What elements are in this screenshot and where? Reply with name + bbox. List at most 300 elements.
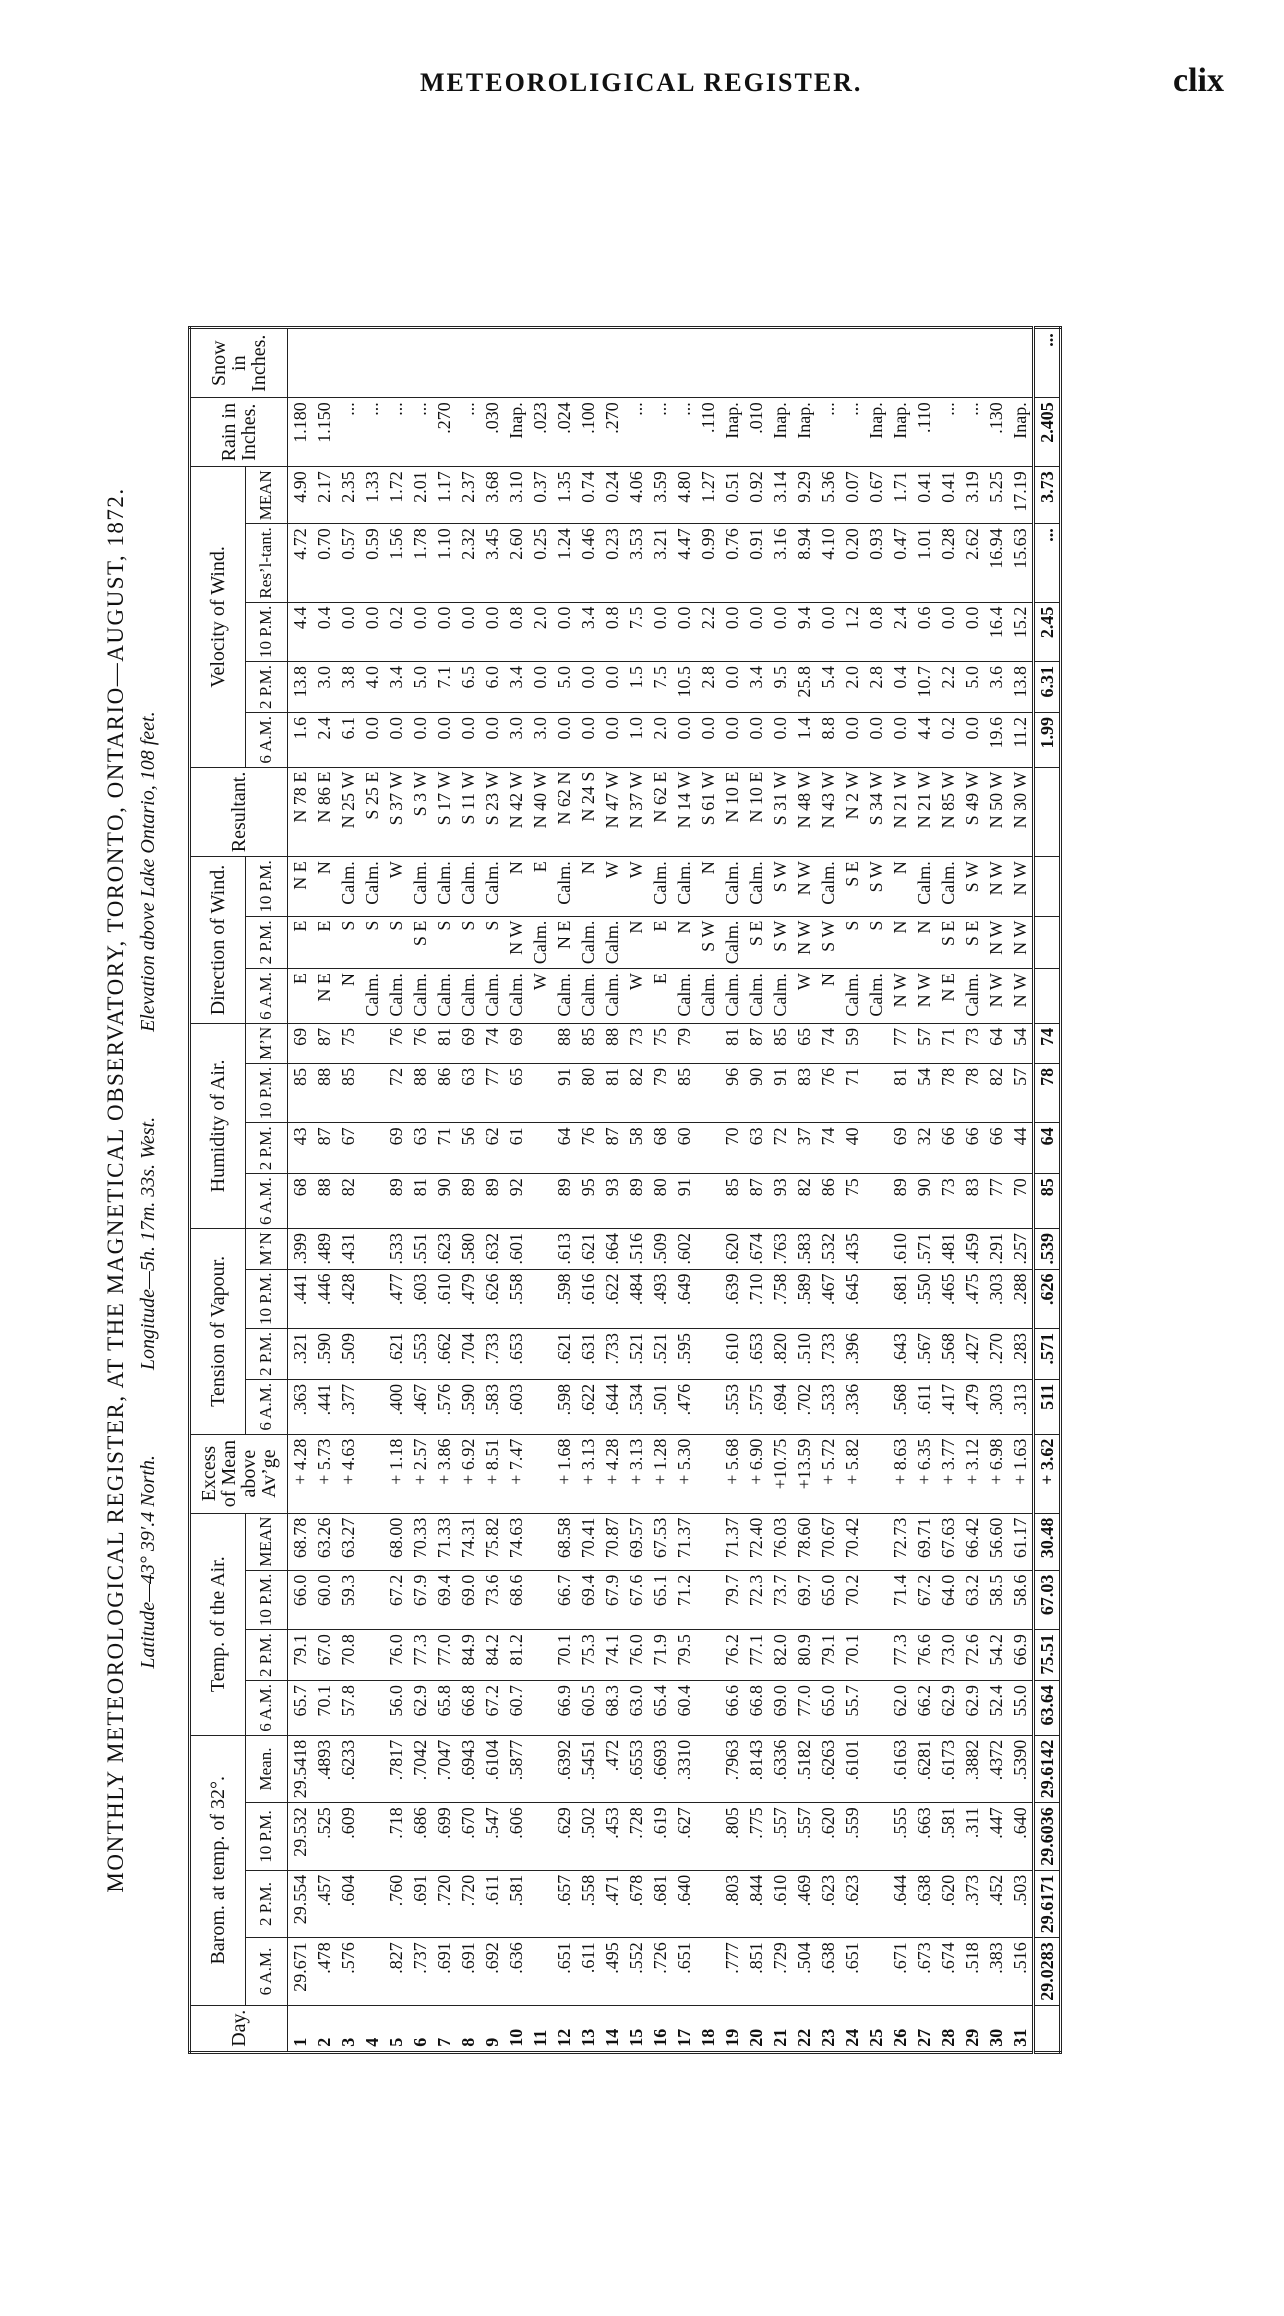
table-cell: 65.8 (432, 1681, 456, 1736)
table-cell: .653 (504, 1328, 528, 1379)
table-cell: .446 (312, 1269, 336, 1328)
table-cell: .640 (672, 1870, 696, 1938)
table-cell (864, 1570, 888, 1629)
table-cell: 70.1 (840, 1630, 864, 1681)
table-cell: 52.4 (984, 1681, 1008, 1736)
table-cell: 68 (648, 1123, 672, 1174)
table-cell: + 4.28 (600, 1434, 624, 1513)
table-cell: ... (384, 398, 408, 467)
table-cell: 3.6 (984, 662, 1008, 713)
table-cell: 0.0 (456, 712, 480, 767)
table-cell: 0.0 (528, 662, 552, 713)
table-cell: 87 (312, 1123, 336, 1174)
table-cell: + 8.51 (480, 1434, 504, 1513)
table-cell: 0.93 (864, 524, 888, 602)
table-cell: 66 (936, 1123, 960, 1174)
table-cell (648, 328, 672, 398)
table-cell: 0.91 (744, 524, 768, 602)
table-cell: .427 (960, 1328, 984, 1379)
table-cell: Calm. (576, 916, 600, 969)
table-cell: 86 (432, 1063, 456, 1122)
table-cell: 88 (312, 1063, 336, 1122)
table-cell: N 10 E (744, 767, 768, 857)
table-cell: + 5.73 (312, 1434, 336, 1513)
table-cell: .6101 (840, 1735, 864, 1803)
table-cell: 11.2 (1008, 712, 1034, 767)
table-cell: .363 (288, 1379, 313, 1434)
table-cell: 76 (576, 1123, 600, 1174)
table-cell: 0.0 (720, 712, 744, 767)
table-cell (864, 1630, 888, 1681)
table-cell: S (480, 916, 504, 969)
table-cell: + 1.68 (552, 1434, 576, 1513)
table-cell: .691 (408, 1870, 432, 1938)
table-cell: .602 (672, 1229, 696, 1270)
day-cell: 4 (360, 2005, 384, 2052)
table-cell: Calm. (456, 857, 480, 916)
table-cell: 30.48 (1034, 1513, 1061, 1570)
table-cell: 69 (288, 1023, 313, 1063)
table-cell: 44 (1008, 1123, 1034, 1174)
table-cell: 77.0 (792, 1681, 816, 1736)
table-cell: 0.0 (576, 662, 600, 713)
table-cell: 74 (480, 1023, 504, 1063)
table-cell: 0.0 (672, 602, 696, 661)
table-cell: 66.8 (456, 1681, 480, 1736)
table-cell: 0.70 (312, 524, 336, 602)
table-cell: 56.0 (384, 1681, 408, 1736)
table-cell: .3310 (672, 1735, 696, 1803)
table-cell: 54 (1008, 1023, 1034, 1063)
table-cell: N (696, 857, 720, 916)
table-cell: Calm. (600, 969, 624, 1024)
table-cell: 73 (624, 1023, 648, 1063)
table-cell: 0.25 (528, 524, 552, 602)
table-cell: .733 (816, 1328, 840, 1379)
table-cell: 70.1 (552, 1630, 576, 1681)
table-cell: 0.0 (384, 712, 408, 767)
table-cell: S 23 W (480, 767, 504, 857)
table-cell: 89 (888, 1174, 912, 1229)
table-cell: 72.6 (960, 1630, 984, 1681)
register-body (288, 328, 1061, 2053)
table-cell: +10.75 (768, 1434, 792, 1513)
table-cell: + 6.90 (744, 1434, 768, 1513)
table-cell: 79 (648, 1063, 672, 1122)
table-cell: 66.42 (960, 1513, 984, 1570)
table-cell: .620 (816, 1803, 840, 1871)
table-cell (696, 1681, 720, 1736)
table-cell: 76.2 (720, 1630, 744, 1681)
table-cell: N W (792, 857, 816, 916)
table-cell: .467 (816, 1269, 840, 1328)
table-cell: 0.0 (408, 602, 432, 661)
day-cell: 10 (504, 2005, 528, 2052)
table-cell: N 78 E (288, 767, 313, 857)
table-cell (600, 328, 624, 398)
table-cell: 0.8 (864, 602, 888, 661)
table-cell: Calm. (720, 969, 744, 1024)
table-cell: .303 (984, 1269, 1008, 1328)
table-cell: 0.0 (432, 602, 456, 661)
table-cell: 29.671 (288, 1938, 313, 2006)
table-row (336, 328, 360, 2053)
table-cell (960, 328, 984, 398)
table-cell: 64 (552, 1123, 576, 1174)
table-cell: .558 (576, 1870, 600, 1938)
table-cell: .640 (1008, 1803, 1034, 1871)
table-cell: W (792, 969, 816, 1024)
table-cell: .657 (552, 1870, 576, 1938)
table-cell: 1.17 (432, 467, 456, 524)
table-cell: 69 (456, 1023, 480, 1063)
table-cell: 79.1 (288, 1630, 313, 1681)
table-cell (816, 328, 840, 398)
table-cell: .636 (504, 1938, 528, 2006)
table-cell: 74.1 (600, 1630, 624, 1681)
table-cell: Calm. (744, 969, 768, 1024)
table-cell: 57.8 (336, 1681, 360, 1736)
table-cell: ... (624, 398, 648, 467)
table-cell: S 61 W (696, 767, 720, 857)
table-cell (408, 328, 432, 398)
sub-header: 10 P.M. (245, 1803, 287, 1871)
table-cell: ... (936, 398, 960, 467)
table-cell: .568 (888, 1379, 912, 1434)
table-cell: 5.0 (552, 662, 576, 713)
table-cell: 9.5 (768, 662, 792, 713)
table-cell: Calm. (696, 969, 720, 1024)
table-cell: 75.51 (1034, 1630, 1061, 1681)
table-cell: .583 (480, 1379, 504, 1434)
col-rain: Rain in Inches. (190, 398, 288, 467)
table-cell: 67.03 (1034, 1570, 1061, 1629)
table-cell: .5182 (792, 1735, 816, 1803)
table-cell: + 5.30 (672, 1434, 696, 1513)
table-cell: Inap. (504, 398, 528, 467)
table-cell: .400 (384, 1379, 408, 1434)
table-cell: 80 (576, 1063, 600, 1122)
table-cell: .453 (600, 1803, 624, 1871)
table-cell: .303 (984, 1379, 1008, 1434)
table-cell: 0.0 (816, 602, 840, 661)
table-cell: E (648, 916, 672, 969)
table-cell: + 2.57 (408, 1434, 432, 1513)
table-cell: 7.5 (648, 662, 672, 713)
table-cell: 69 (384, 1123, 408, 1174)
table-cell: 0.0 (600, 662, 624, 713)
table-cell: 5.0 (960, 662, 984, 713)
table-cell: .533 (384, 1229, 408, 1270)
table-cell: .479 (960, 1379, 984, 1434)
table-cell: 1.180 (288, 398, 313, 467)
table-cell: 82 (792, 1174, 816, 1229)
table-cell: .720 (432, 1870, 456, 1938)
table-cell: N 37 W (624, 767, 648, 857)
table-cell: .610 (768, 1870, 792, 1938)
table-cell: 0.24 (600, 467, 624, 524)
table-cell: 70 (1008, 1174, 1034, 1229)
table-cell: .681 (648, 1870, 672, 1938)
table-cell: .493 (648, 1269, 672, 1328)
table-cell: 72.73 (888, 1513, 912, 1570)
day-cell: 1 (288, 2005, 313, 2052)
table-cell: S (432, 916, 456, 969)
table-cell (480, 328, 504, 398)
table-cell: .6693 (648, 1735, 672, 1803)
table-cell: S W (960, 857, 984, 916)
table-cell: 0.0 (360, 712, 384, 767)
table-cell (1034, 767, 1061, 857)
table-cell: 70.33 (408, 1513, 432, 1570)
table-cell: 29.532 (288, 1803, 313, 1871)
table-cell (528, 1630, 552, 1681)
table-cell: Calm. (768, 969, 792, 1024)
table-cell: S (384, 916, 408, 969)
table-cell: Calm. (576, 969, 600, 1024)
table-row (768, 328, 792, 2053)
table-cell: 70.41 (576, 1513, 600, 1570)
table-cell: 0.0 (864, 712, 888, 767)
table-cell: W (624, 969, 648, 1024)
table-cell: S (456, 916, 480, 969)
table-cell: 25.8 (792, 662, 816, 713)
table-cell: 69.71 (912, 1513, 936, 1570)
table-cell: 3.14 (768, 467, 792, 524)
table-cell: .024 (552, 398, 576, 467)
table-cell (696, 1269, 720, 1328)
table-cell (360, 1630, 384, 1681)
table-cell: 68.00 (384, 1513, 408, 1570)
table-cell: .457 (312, 1870, 336, 1938)
table-cell (840, 328, 864, 398)
sub-header: 6 A.M. (245, 1174, 287, 1229)
table-cell: 0.4 (888, 662, 912, 713)
table-cell: 3.0 (528, 712, 552, 767)
table-cell: 0.41 (912, 467, 936, 524)
table-cell: Calm. (336, 857, 360, 916)
table-cell: 0.28 (936, 524, 960, 602)
table-cell: 66.2 (912, 1681, 936, 1736)
table-cell (528, 1870, 552, 1938)
table-cell: E (648, 969, 672, 1024)
table-cell (528, 1269, 552, 1328)
table-cell: 82 (624, 1063, 648, 1122)
table-cell: .567 (912, 1328, 936, 1379)
table-cell (360, 1123, 384, 1174)
table-cell: + 6.98 (984, 1434, 1008, 1513)
table-cell: 78 (1034, 1063, 1061, 1122)
table-cell: 0.57 (336, 524, 360, 602)
table-cell: .678 (624, 1870, 648, 1938)
table-cell (864, 1938, 888, 2006)
table-cell (336, 328, 360, 398)
table-cell: 55.7 (840, 1681, 864, 1736)
table-cell: 0.0 (408, 712, 432, 767)
col-day: Day. (190, 2005, 288, 2052)
table-cell: 6.31 (1034, 662, 1061, 713)
table-cell (528, 1174, 552, 1229)
table-cell: .471 (600, 1870, 624, 1938)
page-number: clix (1173, 62, 1224, 99)
table-row (960, 328, 984, 2053)
table-cell: .620 (720, 1229, 744, 1270)
table-cell: 54 (912, 1063, 936, 1122)
table-cell: 87 (312, 1023, 336, 1063)
table-cell (360, 1870, 384, 1938)
sub-header: 10 P.M. (245, 1063, 287, 1122)
table-cell: Calm. (672, 969, 696, 1024)
table-cell: 3.73 (1034, 467, 1061, 524)
table-cell: .555 (888, 1803, 912, 1871)
table-cell: W (624, 857, 648, 916)
day-cell: 15 (624, 2005, 648, 2052)
table-cell: S W (768, 857, 792, 916)
day-cell: 26 (888, 2005, 912, 2052)
table-cell: Calm. (480, 857, 504, 916)
table-cell: 1.0 (624, 712, 648, 767)
table-cell: 87 (744, 1023, 768, 1063)
table-cell: 0.0 (432, 712, 456, 767)
table-cell: .626 (1034, 1269, 1061, 1328)
table-row (312, 328, 336, 2053)
table-cell: .664 (600, 1229, 624, 1270)
table-cell: 2.37 (456, 467, 480, 524)
table-cell: 90 (432, 1174, 456, 1229)
table-cell: + 7.47 (504, 1434, 528, 1513)
table-cell: 13.8 (288, 662, 313, 713)
table-cell: .431 (336, 1229, 360, 1270)
table-cell: .501 (648, 1379, 672, 1434)
table-cell: .377 (336, 1379, 360, 1434)
table-cell: 70.2 (840, 1570, 864, 1629)
table-cell (696, 1803, 720, 1871)
table-cell: 1.99 (1034, 712, 1061, 767)
table-cell: 3.68 (480, 467, 504, 524)
table-cell: 88 (600, 1023, 624, 1063)
table-cell: + 4.28 (288, 1434, 313, 1513)
table-cell: 77 (480, 1063, 504, 1122)
table-cell: 79.5 (672, 1630, 696, 1681)
table-cell: 29.5418 (288, 1735, 313, 1803)
table-cell: 90 (912, 1174, 936, 1229)
table-cell: 0.99 (696, 524, 720, 602)
day-cell: 5 (384, 2005, 408, 2052)
table-row (672, 328, 696, 2053)
table-cell: N 86 E (312, 767, 336, 857)
table-cell: 0.0 (960, 712, 984, 767)
table-cell: 0.0 (552, 602, 576, 661)
table-cell: Calm. (480, 969, 504, 1024)
table-cell: .604 (336, 1870, 360, 1938)
table-cell: .465 (936, 1269, 960, 1328)
table-cell: 43 (288, 1123, 313, 1174)
table-cell: 63.27 (336, 1513, 360, 1570)
table-cell: 84.2 (480, 1630, 504, 1681)
table-cell: .733 (480, 1328, 504, 1379)
table-row (384, 328, 408, 2053)
day-cell: 20 (744, 2005, 768, 2052)
table-cell: E (312, 916, 336, 969)
table-cell: 3.10 (504, 467, 528, 524)
table-cell (696, 1513, 720, 1570)
table-cell: .452 (984, 1870, 1008, 1938)
table-cell (696, 1229, 720, 1270)
table-cell (360, 1938, 384, 2006)
table-cell: 0.47 (888, 524, 912, 602)
table-cell: 29.554 (288, 1870, 313, 1938)
table-cell: 60.4 (672, 1681, 696, 1736)
table-cell: .638 (816, 1938, 840, 2006)
table-cell: 77.3 (408, 1630, 432, 1681)
table-cell: .559 (840, 1803, 864, 1871)
table-cell: 7.5 (624, 602, 648, 661)
table-cell: .478 (312, 1938, 336, 2006)
table-cell: +13.59 (792, 1434, 816, 1513)
latitude-text: Latitude—43° 39′.4 North. (137, 1455, 159, 1669)
table-cell: 81 (720, 1023, 744, 1063)
table-cell: .6104 (480, 1735, 504, 1803)
day-cell: 23 (816, 2005, 840, 2052)
table-cell: .649 (672, 1269, 696, 1328)
table-cell: 75.3 (576, 1630, 600, 1681)
table-cell: + 3.77 (936, 1434, 960, 1513)
table-cell: 75 (840, 1174, 864, 1229)
table-cell: .621 (384, 1328, 408, 1379)
table-cell: 91 (552, 1063, 576, 1122)
table-cell: .622 (576, 1379, 600, 1434)
table-cell: ... (672, 398, 696, 467)
table-cell: 64 (1034, 1123, 1061, 1174)
table-cell: S (840, 916, 864, 969)
elevation-text: Elevation above Lake Ontario, 108 feet. (137, 711, 159, 1032)
table-cell: N 21 W (912, 767, 936, 857)
table-cell: 0.4 (312, 602, 336, 661)
table-cell: 67.2 (912, 1570, 936, 1629)
table-cell: .6943 (456, 1735, 480, 1803)
table-cell: 66.9 (1008, 1630, 1034, 1681)
table-cell (864, 1229, 888, 1270)
table-cell: S 37 W (384, 767, 408, 857)
group-wind-direction: Direction of Wind. (190, 857, 246, 1024)
table-cell: 1.33 (360, 467, 384, 524)
table-cell: 6.5 (456, 662, 480, 713)
table-cell: 29.6036 (1034, 1803, 1061, 1871)
table-cell: 63.26 (312, 1513, 336, 1570)
table-cell: 67.63 (936, 1513, 960, 1570)
table-cell: + 3.86 (432, 1434, 456, 1513)
table-cell: 29.0283 (1034, 1938, 1061, 2006)
table-cell: .575 (744, 1379, 768, 1434)
table-cell: .632 (480, 1229, 504, 1270)
table-cell: .532 (816, 1229, 840, 1270)
table-cell: 4.06 (624, 467, 648, 524)
table-cell: 0.0 (600, 712, 624, 767)
table-cell: .616 (576, 1269, 600, 1328)
table-cell: .737 (408, 1938, 432, 2006)
table-cell: .6263 (816, 1735, 840, 1803)
table-cell (696, 1328, 720, 1379)
table-cell: 19.6 (984, 712, 1008, 767)
table-cell: N 2 W (840, 767, 864, 857)
table-cell: 0.0 (768, 602, 792, 661)
table-cell: 71.9 (648, 1630, 672, 1681)
table-cell: .623 (816, 1870, 840, 1938)
sub-header: 10 P.M. (245, 1570, 287, 1629)
table-cell: 65.0 (816, 1681, 840, 1736)
table-cell (1034, 857, 1061, 916)
table-cell (360, 1513, 384, 1570)
